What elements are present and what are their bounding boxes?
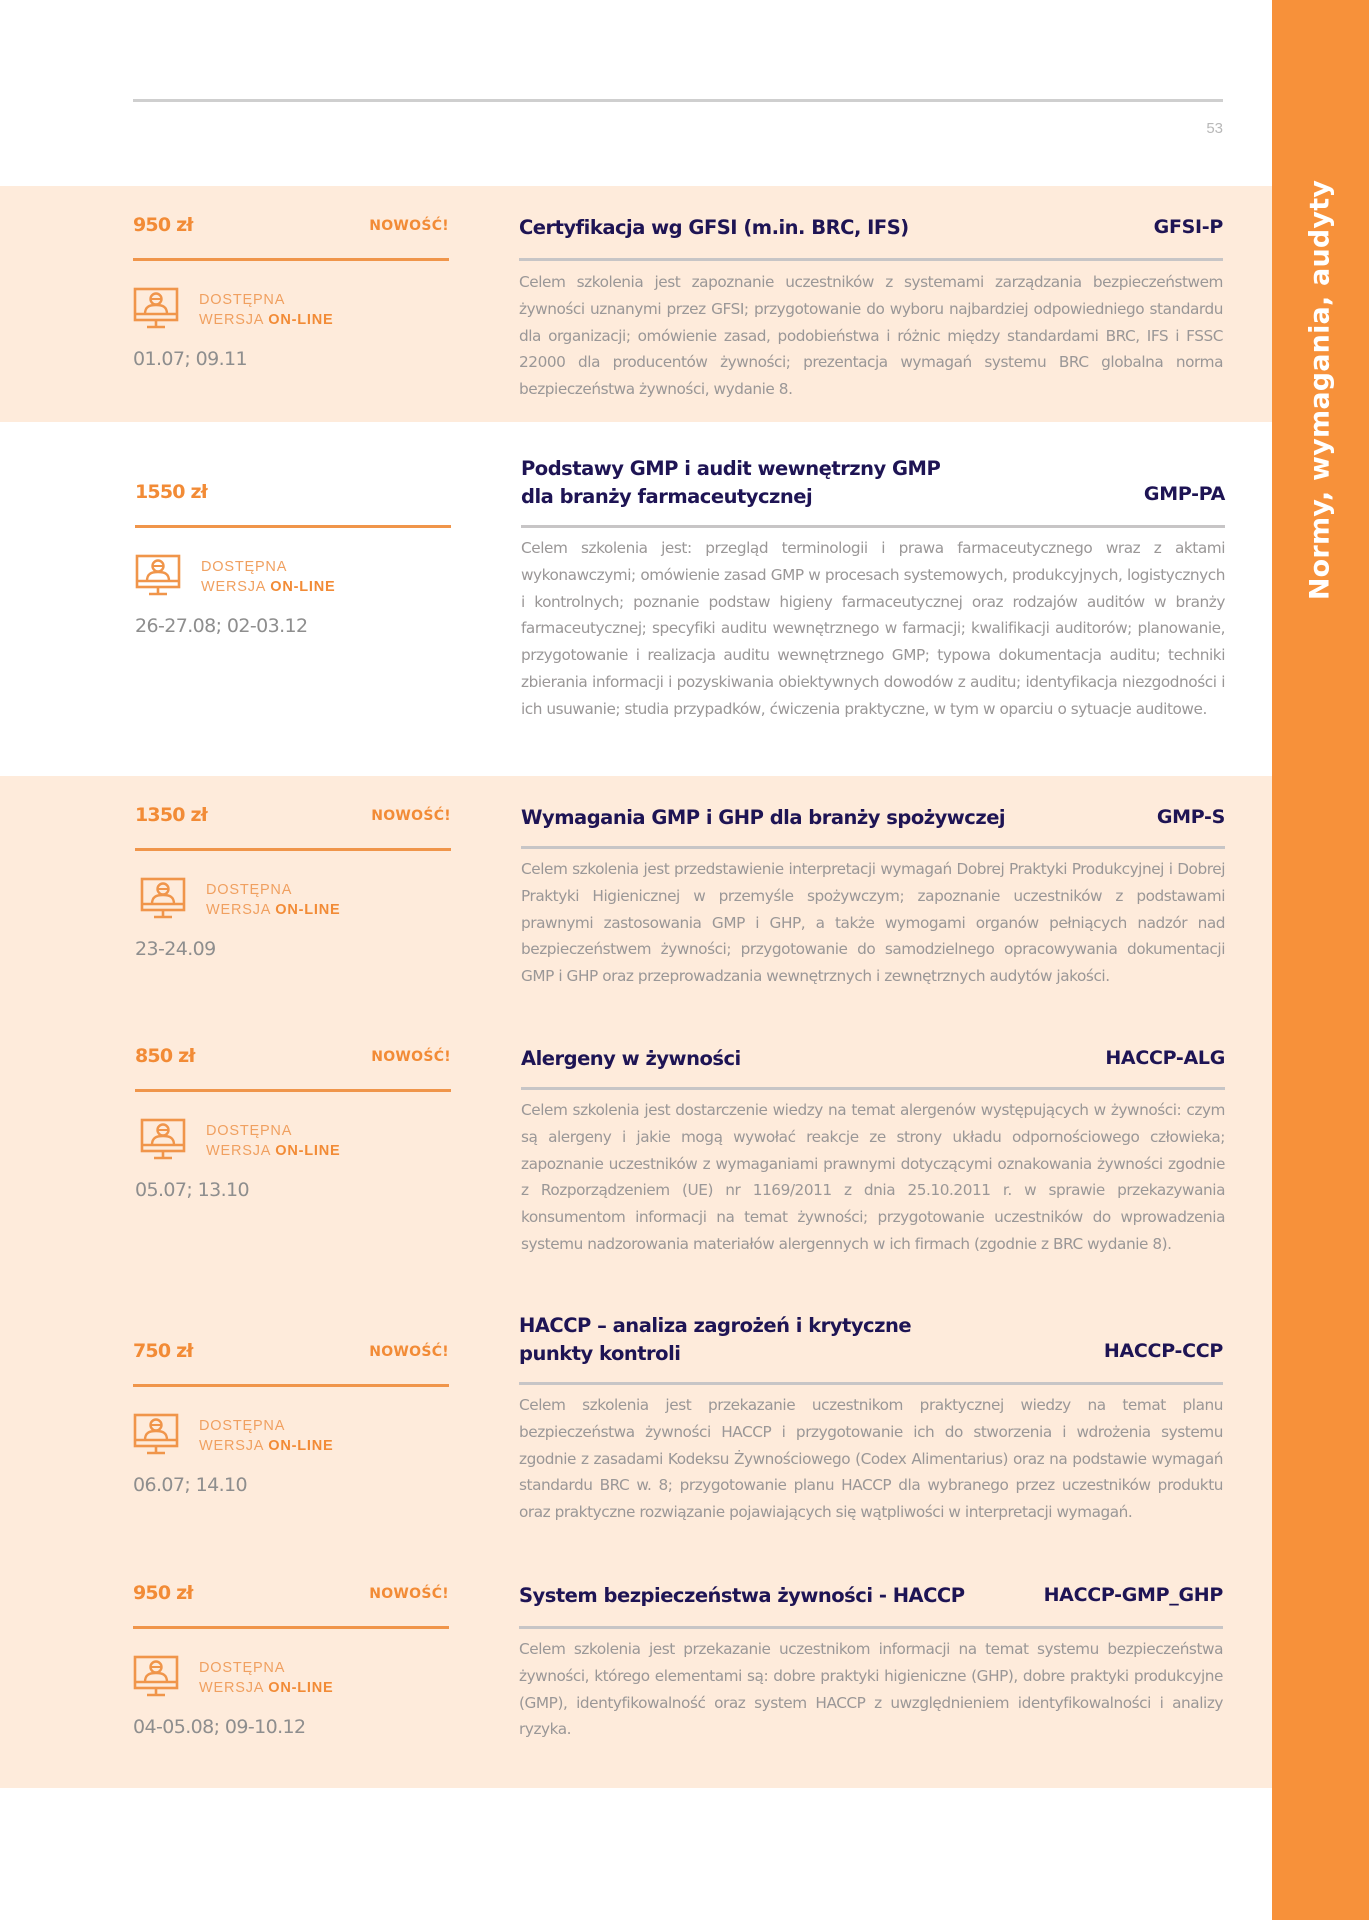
course-description: Celem szkolenia jest zapoznanie uczestników z systemami zarządzania bezpieczeństwem żywności uznanymi przez GFSI; przygotowanie do wyboru najbardziej odpowiedniego standardu dla organizacji; omówienie zasad, podobieństwa i różnic między standardami BRC, IFS i FSSC 22000 dla producentów żywności; prezentacja wymagań systemu BRC globalna norma bezpieczeństwa żywności, wydanie 8. (519, 273, 1223, 399)
price-divider (133, 258, 449, 261)
title-divider (521, 1087, 1225, 1090)
new-badge: NOWOŚĆ! (369, 1586, 449, 1602)
new-badge: NOWOŚĆ! (371, 1049, 451, 1065)
price-divider (135, 525, 451, 528)
new-badge: NOWOŚĆ! (369, 1344, 449, 1360)
course-dates: 05.07; 13.10 (135, 1179, 250, 1201)
course-code: GMP-S (1156, 806, 1225, 828)
course-code: HACCP-CCP (1103, 1340, 1223, 1362)
course-title: Alergeny w żywności (521, 1047, 741, 1070)
course-code: HACCP-ALG (1105, 1047, 1225, 1069)
price-divider (135, 848, 451, 851)
course-price: 1350 zł (135, 804, 208, 826)
course-price: 950 zł (133, 214, 193, 236)
course-code: GMP-PA (1143, 483, 1225, 505)
online-availability: DOSTĘPNA WERSJA ON-LINE (199, 292, 334, 328)
online-availability: DOSTĘPNA WERSJA ON-LINE (199, 1660, 334, 1696)
course-price: 1550 zł (135, 481, 208, 503)
price-divider (133, 1384, 449, 1387)
online-availability: DOSTĘPNA WERSJA ON-LINE (201, 559, 336, 595)
price-divider (133, 1626, 449, 1629)
course-description: Celem szkolenia jest przekazanie uczestnikom praktycznej wiedzy na temat planu bezpieczeństwa żywności HACCP i przygotowanie ich do stworzenia i wdrożenia systemu zgodnie z zasadami Kodeksu Żywnościowego (Codex Alimentarius) oraz na podstawie wymagań standardu BRC w. 8; przygotowanie planu HACCP dla wybranego przez uczestników produktu oraz praktyczne rozwiązanie pojawiających się wątpliwości w interpretacji wymagań. (519, 1396, 1223, 1522)
online-availability: DOSTĘPNA WERSJA ON-LINE (206, 882, 341, 918)
course-title: Certyfikacja wg GFSI (m.in. BRC, IFS) (519, 216, 909, 239)
title-divider (519, 1626, 1223, 1629)
monitor-person-icon (140, 877, 186, 921)
course-description: Celem szkolenia jest dostarczenie wiedzy na temat alergenów występujących w żywności: czym są alergeny i jakie mogą wywołać reakcje ze strony układu odpornościowego człowieka; zapoznanie uczestników z wymaganiami prawnymi dotyczącymi oznakowania żywności zgodnie z Rozporządzeniem (UE) nr 1169/2011 z dnia 25.10.2011 r. w sprawie przekazywania konsumentom informacji na temat żywności; przygotowanie uczestników do wprowadzenia systemu nadzorowania materiałów alergennych w ich firmach (zgodnie z BRC wydanie 8). (521, 1101, 1225, 1253)
title-divider (519, 1382, 1223, 1385)
online-availability: DOSTĘPNA WERSJA ON-LINE (199, 1418, 334, 1454)
header-divider (133, 99, 1223, 102)
course-dates: 04-05.08; 09-10.12 (133, 1716, 306, 1738)
course-dates: 06.07; 14.10 (133, 1474, 248, 1496)
title-divider (519, 258, 1223, 261)
section-title: Normy, wymagania, audyty (1304, 179, 1336, 601)
course-code: HACCP-GMP_GHP (1043, 1584, 1223, 1606)
course-title: Podstawy GMP i audit wewnętrzny GMP dla branży farmaceutycznej (521, 457, 941, 508)
course-dates: 01.07; 09.11 (133, 348, 248, 370)
monitor-person-icon (140, 1118, 186, 1162)
title-divider (521, 846, 1225, 849)
monitor-person-icon (133, 1655, 179, 1699)
new-badge: NOWOŚĆ! (369, 218, 449, 234)
monitor-person-icon (133, 287, 179, 331)
page-number: 53 (1206, 120, 1223, 137)
course-code: GFSI-P (1153, 216, 1223, 238)
new-badge: NOWOŚĆ! (371, 808, 451, 824)
course-title: System bezpieczeństwa żywności - HACCP (519, 1584, 965, 1607)
course-description: Celem szkolenia jest przedstawienie interpretacji wymagań Dobrej Praktyki Produkcyjnej i Dobrej Praktyki Higienicznej w przemyśle spożywczym; zapoznanie uczestników z podstawami prawnymi zastosowania GMP i GHP, a także wymogami organów pełniących nadzór nad bezpieczeństwem żywności; przygotowanie do samodzielnego opracowywania dokumentacji GMP i GHP oraz przeprowadzania wewnętrznych i zewnętrznych audytów jakości. (521, 860, 1225, 986)
course-price: 850 zł (135, 1045, 195, 1067)
course-title: HACCP – analiza zagrożeń i krytyczne punkty kontroli (519, 1314, 912, 1365)
monitor-person-icon (133, 1413, 179, 1457)
online-availability: DOSTĘPNA WERSJA ON-LINE (206, 1123, 341, 1159)
course-price: 750 zł (133, 1340, 193, 1362)
course-description: Celem szkolenia jest: przegląd terminologii i prawa farmaceutycznego wraz z aktami wykonawczymi; omówienie zasad GMP w procesach systemowych, produkcyjnych, logistycznych i kontrolnych; poznanie podstaw higieny farmaceutycznej oraz rodzajów auditów w branży farmaceutycznej; specyfiki auditu wewnętrznego w farmacji; kwalifikacji auditorów; planowanie, przygotowanie i realizacja auditu wewnętrznego GMP; typowa dokumentacja auditu; techniki zbierania informacji i pozyskiwania obiektywnych dowodów z auditu; identyfikacja niezgodności i ich usuwanie; studia przypadków, ćwiczenia praktyczne, w tym w oparciu o sytuacje auditowe. (521, 539, 1225, 718)
course-dates: 23-24.09 (135, 938, 216, 960)
course-description: Celem szkolenia jest przekazanie uczestnikom informacji na temat systemu bezpieczeństwa żywności, którego elementami są: dobre praktyki higieniczne (GHP), dobre praktyki produkcyjne (GMP), identyfikowalność oraz system HACCP z uwzględnieniem identyfikowalności i analizy ryzyka. (519, 1640, 1223, 1739)
price-divider (135, 1089, 451, 1092)
monitor-person-icon (135, 554, 181, 598)
course-price: 950 zł (133, 1582, 193, 1604)
title-divider (521, 525, 1225, 528)
course-dates: 26-27.08; 02-03.12 (135, 615, 308, 637)
course-title: Wymagania GMP i GHP dla branży spożywczej (521, 806, 1006, 829)
